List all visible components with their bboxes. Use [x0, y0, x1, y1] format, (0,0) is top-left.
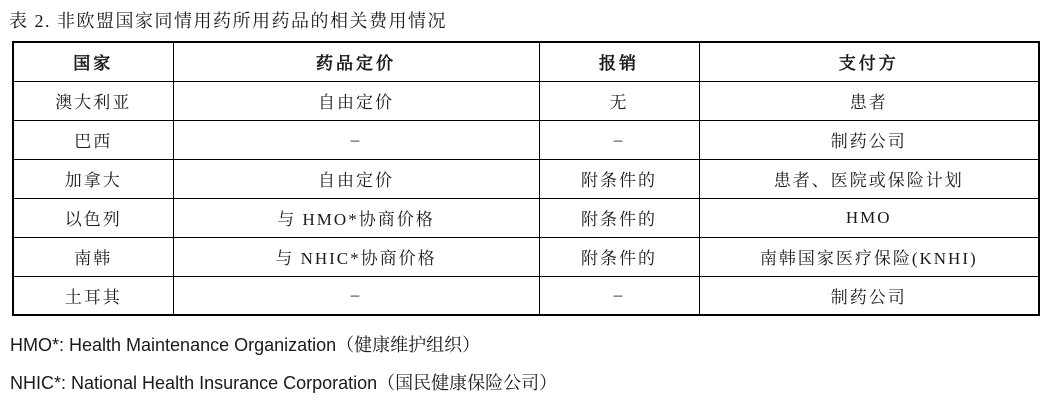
footnote-nhic: NHIC*: National Health Insurance Corporation（国民健康保险公司）: [10, 373, 558, 393]
cell-country: 巴西: [13, 120, 173, 159]
cell-pricing: 与 HMO*协商价格: [173, 198, 539, 237]
cell-pricing: –: [173, 276, 539, 315]
table-header-row: [13, 42, 1039, 81]
cell-reimbursement: 附条件的: [539, 237, 699, 276]
cell-country: 土耳其: [13, 276, 173, 315]
cell-pricing: –: [173, 120, 539, 159]
cell-payer: 制药公司: [699, 120, 1039, 159]
cell-pricing: 与 NHIC*协商价格: [173, 237, 539, 276]
column-header-reimbursement: 报销: [539, 42, 699, 81]
table-row-brazil: [13, 120, 1039, 159]
cell-pricing: 自由定价: [173, 81, 539, 120]
column-header-payer: 支付方: [699, 42, 1039, 81]
cell-reimbursement: –: [539, 276, 699, 315]
cell-country: 以色列: [13, 198, 173, 237]
cell-payer: HMO: [699, 198, 1039, 237]
cell-reimbursement: 附条件的: [539, 198, 699, 237]
column-header-country: 国家: [13, 42, 173, 81]
cell-reimbursement: –: [539, 120, 699, 159]
cell-payer: 制药公司: [699, 276, 1039, 315]
table-row-israel: [13, 198, 1039, 237]
table-row-australia: [13, 81, 1039, 120]
cell-payer: 患者: [699, 81, 1039, 120]
table-row-canada: [13, 159, 1039, 198]
cell-country: 加拿大: [13, 159, 173, 198]
column-header-pricing: 药品定价: [173, 42, 539, 81]
table-row-south-korea: [13, 237, 1039, 276]
table-caption: 表 2. 非欧盟国家同情用药所用药品的相关费用情况: [9, 11, 447, 31]
cell-payer: 南韩国家医疗保险(KNHI): [699, 237, 1039, 276]
cell-reimbursement: 无: [539, 81, 699, 120]
cell-pricing: 自由定价: [173, 159, 539, 198]
cell-payer: 患者、医院或保险计划: [699, 159, 1039, 198]
table-row-turkey: [13, 276, 1039, 315]
costs-table: [12, 41, 1040, 316]
cell-country: 澳大利亚: [13, 81, 173, 120]
cell-country: 南韩: [13, 237, 173, 276]
cell-reimbursement: 附条件的: [539, 159, 699, 198]
footnote-hmo: HMO*: Health Maintenance Organization（健康维护组织）: [10, 335, 481, 355]
